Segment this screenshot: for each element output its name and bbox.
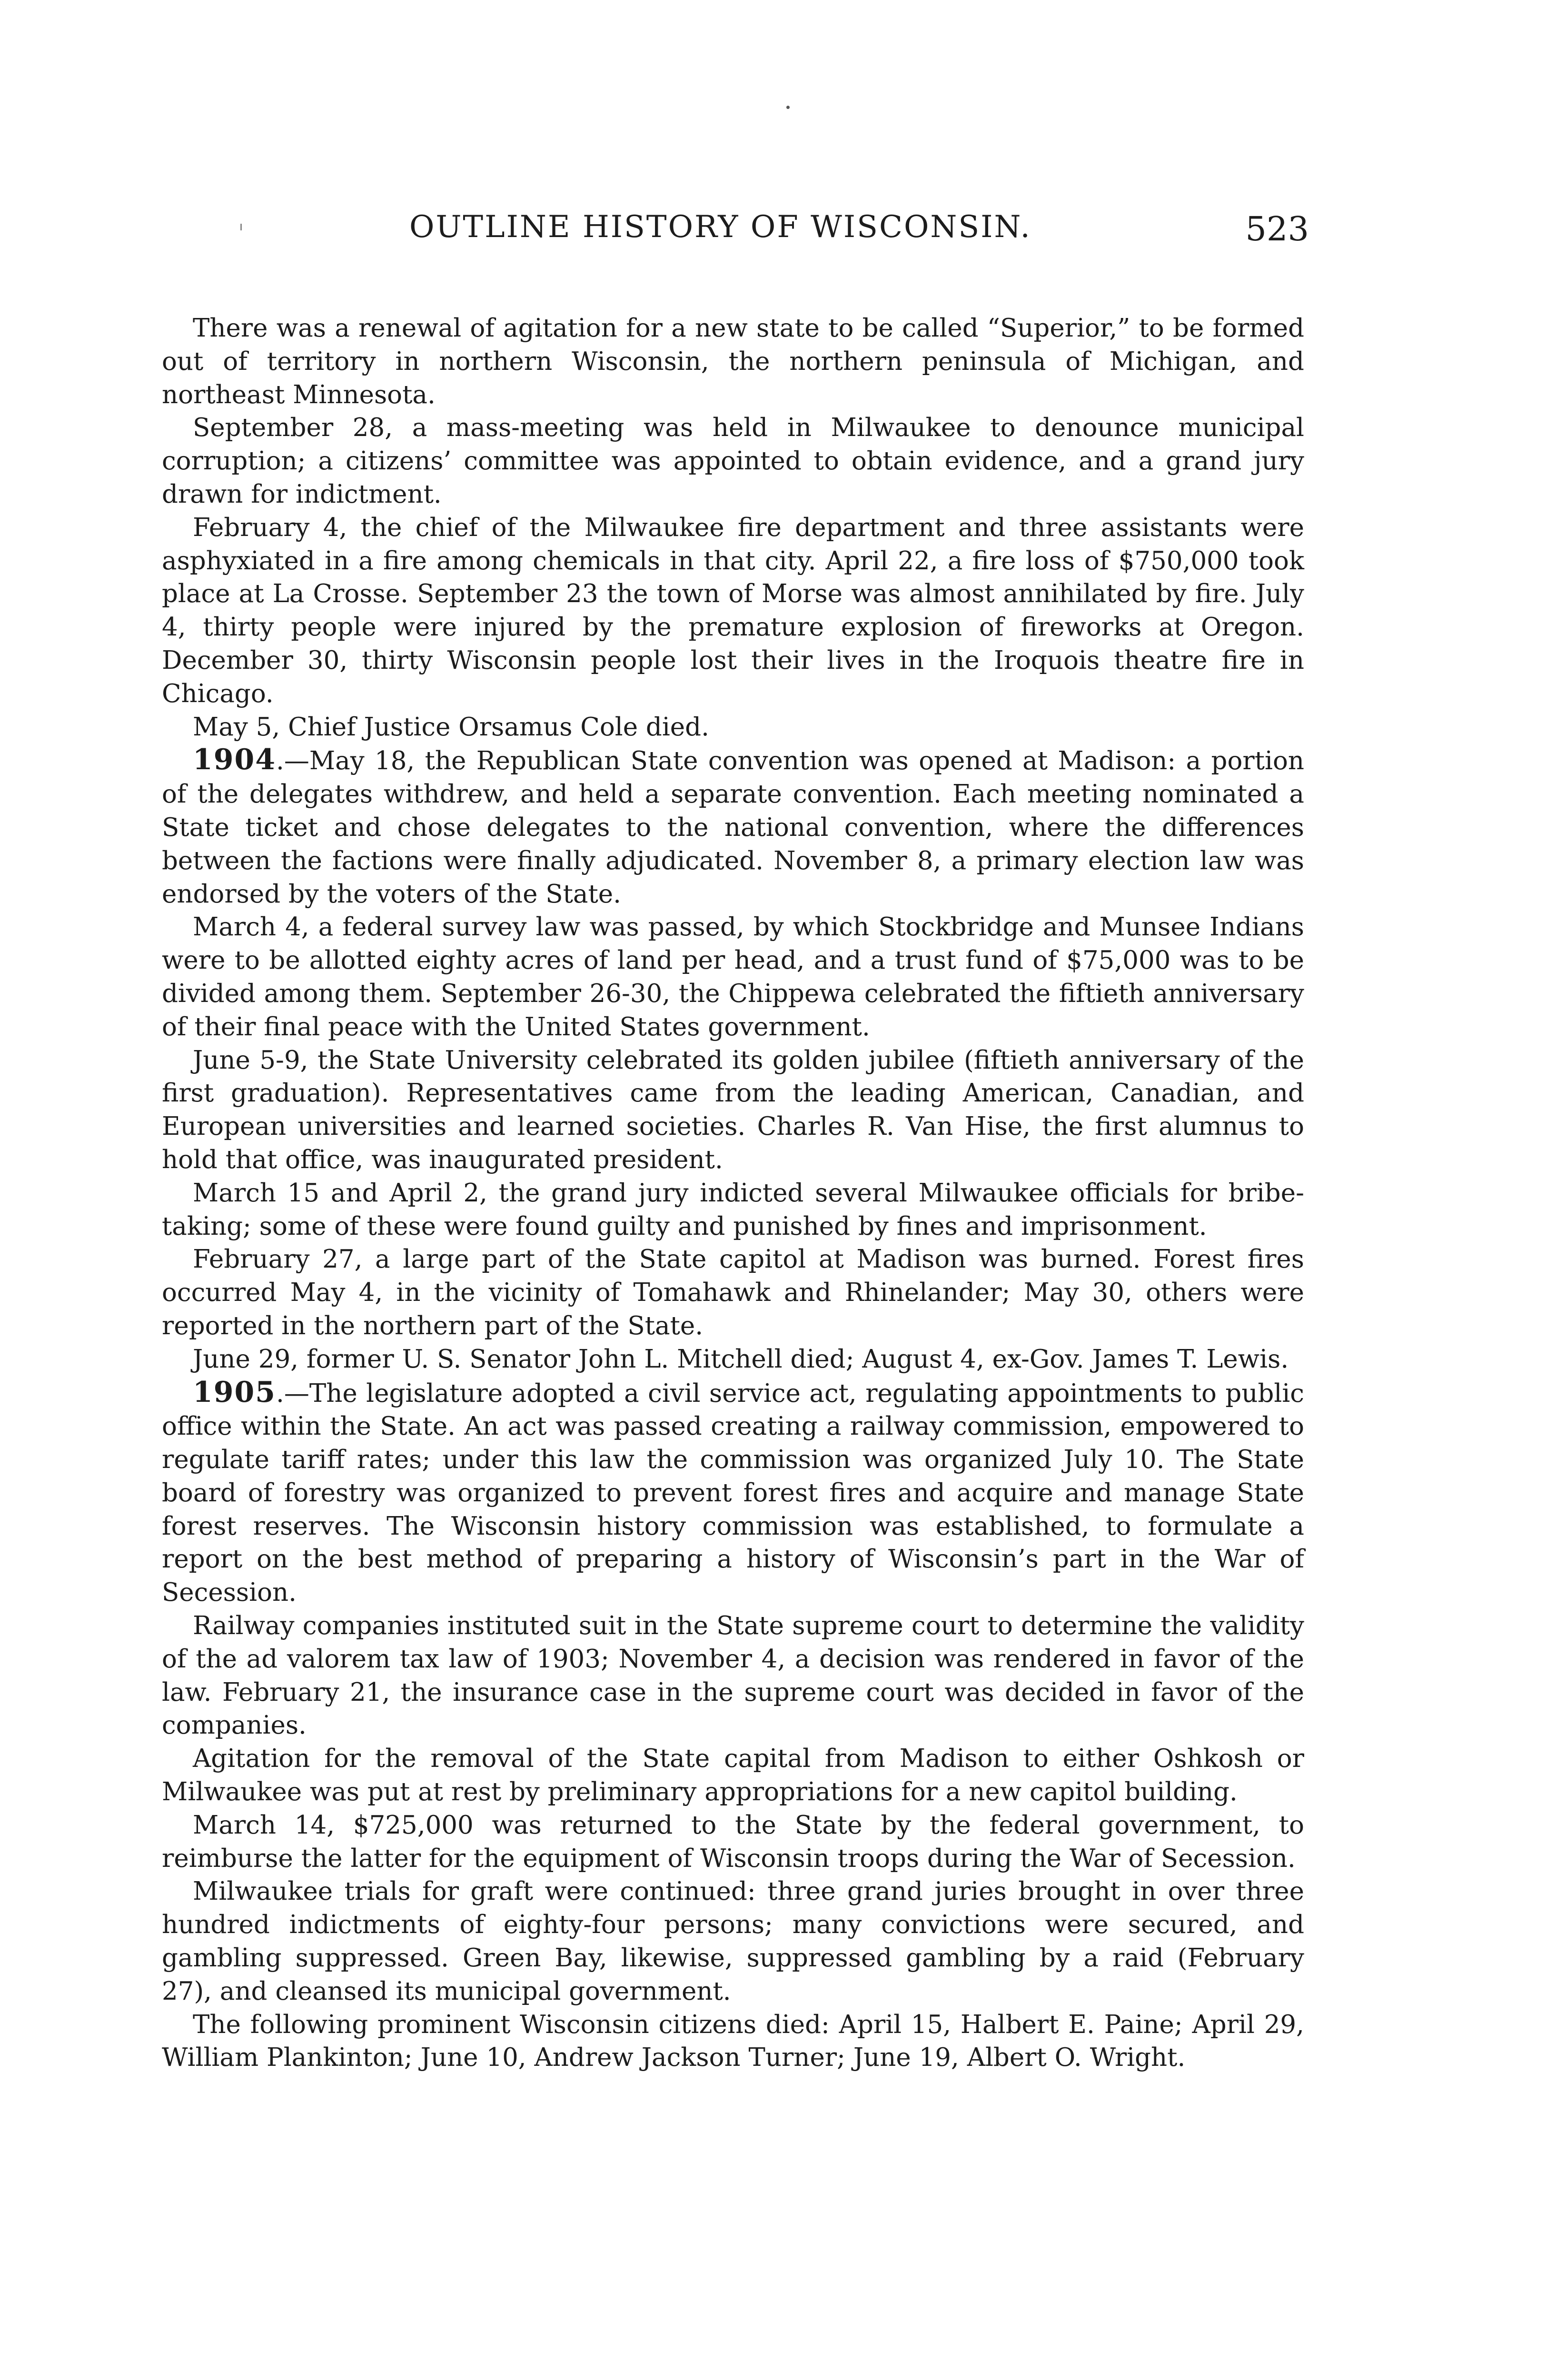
paragraph-text: June 5-9, the State University celebrated its golden jubilee (fiftieth anniversary of the first graduation). Representatives came from the leading American, Canadian, and European universities and learned societies. Charles R. Van Hise, the first alumnus to hold that office, was inaugurated president. <box>162 1045 1304 1174</box>
paragraph-text: February 4, the chief of the Milwaukee fire department and three assistants were asphyxiated in a fire among chemicals in that city. April 22, a fire loss of $750,000 took place at La Crosse. September 23 the town of Morse was almost annihilated by fire. July 4, thirty people were injured by the premature explosion of fireworks at Oregon. December 30, thirty Wisconsin people lost their lives in the Iroquois theatre fire in Chicago. <box>162 513 1304 708</box>
paragraph <box>162 312 1304 411</box>
paragraph-text: February 27, a large part of the State capitol at Madison was burned. Forest fires occurred May 4, in the vicinity of Tomahawk and Rhinelander; May 30, others were reported in the northern part of the State. <box>162 1245 1304 1340</box>
stray-dot-mark <box>786 106 790 109</box>
paragraph <box>162 711 1304 744</box>
paragraph <box>162 1809 1304 1875</box>
body-text <box>162 312 1304 2074</box>
paragraph-text: September 28, a mass-meeting was held in Milwaukee to denounce municipal corruption; a citizens’ committee was appointed to obtain evidence, and a grand jury drawn for indictment. <box>162 413 1304 509</box>
paragraph <box>162 1609 1304 1742</box>
paragraph <box>162 1044 1304 1177</box>
paragraph-text: .—The legislature adopted a civil service act, regulating appointments to public office within the State. An act was passed creating a railway commission, empowered to regulate tariff rates; under this law the commission was organized July 10. The State board of forestry was organized to prevent forest fires and acquire and manage State forest reserves. The Wisconsin history commission was established, to formulate a report on the best method of preparing a history of Wisconsin’s part in the War of Secession. <box>162 1378 1304 1607</box>
paragraph <box>162 911 1304 1043</box>
year-paragraph <box>162 1376 1304 1610</box>
paragraph <box>162 1875 1304 2008</box>
paragraph <box>162 2008 1304 2075</box>
paragraph <box>162 1177 1304 1243</box>
page-header <box>162 209 1309 262</box>
running-title: OUTLINE HISTORY OF WISCONSIN. <box>409 209 1031 245</box>
year-heading: 1904 <box>193 743 276 777</box>
year-paragraph <box>162 744 1304 911</box>
paragraph-text: Milwaukee trials for graft were continued: three grand juries brought in over three hundred indictments of eighty-four persons; many convictions were secured, and gambling suppressed. Green Bay, likewise, suppressed gambling by a raid (February 27), and cleansed its municipal government. <box>162 1877 1304 2006</box>
paragraph-text: May 5, Chief Justice Orsamus Cole died. <box>193 712 709 742</box>
paragraph <box>162 1243 1304 1342</box>
paragraph-text: March 15 and April 2, the grand jury indicted several Milwaukee officials for bribe-taking; some of these were found guilty and punished by fines and imprisonment. <box>162 1178 1304 1241</box>
paragraph <box>162 411 1304 511</box>
paragraph-text: The following prominent Wisconsin citizens died: April 15, Halbert E. Paine; April 29, William Plankinton; June 10, Andrew Jackson Turner; June 19, Albert O. Wright. <box>162 2010 1304 2073</box>
page-number: 523 <box>1245 209 1309 248</box>
paragraph-text: There was a renewal of agitation for a new state to be called “Superior,” to be formed out of territory in northern Wisconsin, the northern peninsula of Michigan, and northeast Minnesota. <box>162 314 1304 409</box>
paragraph <box>162 1343 1304 1376</box>
paragraph-text: Agitation for the removal of the State capital from Madison to either Oshkosh or Milwaukee was put at rest by preliminary appropriations for a new capitol building. <box>162 1744 1304 1807</box>
paragraph-text: June 29, former U. S. Senator John L. Mitchell died; August 4, ex-Gov. James T. Lewis. <box>193 1344 1289 1374</box>
year-heading: 1905 <box>193 1375 276 1409</box>
paragraph <box>162 1742 1304 1809</box>
paragraph-text: .—May 18, the Republican State convention was opened at Madison: a portion of the delegates withdrew, and held a separate convention. Each meeting nominated a State ticket and chose delegates to the national convention, where the differences between the factions were finally adjudicated. November 8, a primary election law was endorsed by the voters of the State. <box>162 746 1304 909</box>
paragraph <box>162 511 1304 711</box>
paragraph-text: March 14, $725,000 was returned to the State by the federal government, to reimburse the latter for the equipment of Wisconsin troops during the War of Secession. <box>162 1810 1304 1873</box>
paragraph-text: March 4, a federal survey law was passed, by which Stockbridge and Munsee Indians were to be allotted eighty acres of land per head, and a trust fund of $75,000 was to be divided among them. September 26-30, the Chippewa celebrated the fiftieth anniversary of their final peace with the United States government. <box>162 912 1304 1041</box>
paragraph-text: Railway companies instituted suit in the State supreme court to determine the validity of the ad valorem tax law of 1903; November 4, a decision was rendered in favor of the law. February 21, the insurance case in the supreme court was decided in favor of the companies. <box>162 1611 1304 1740</box>
